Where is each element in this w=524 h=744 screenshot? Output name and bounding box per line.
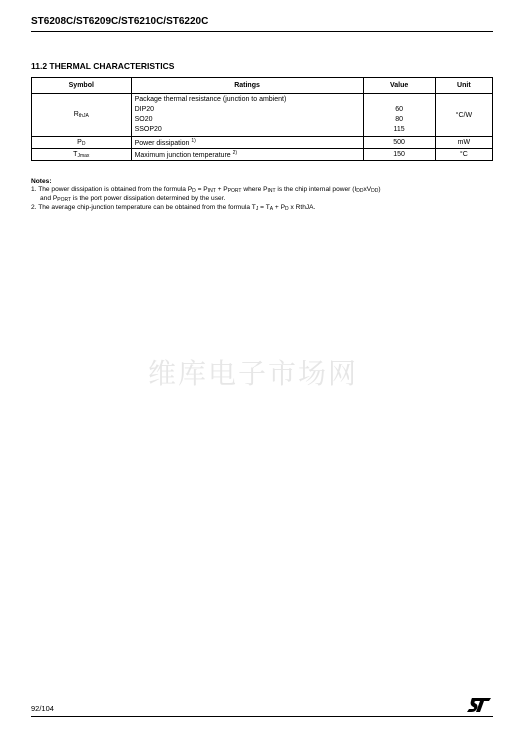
symbol-main: P [77,138,82,146]
note-subscript: A [269,206,274,212]
note-text: x RthJA. [288,204,316,211]
symbol-subscript: D [81,140,86,147]
note-1 [31,186,501,195]
unit-cell: °C [435,149,492,161]
thermal-table [31,77,493,161]
symbol-subscript: Jmax [77,152,90,159]
symbol-main: R [73,111,79,118]
note-subscript: D [285,206,289,212]
rating-line: Package thermal resistance (junction to ambient) [134,96,287,103]
document-title: ST6208C/ST6209C/ST6210C/ST6220C [31,16,209,27]
value-line: 60 [395,106,403,113]
watermark: 维库电子市场网 [148,357,359,390]
table-row [32,137,493,149]
note-subscript: DD [356,188,364,194]
symbol-cell [32,137,132,149]
rating-line: SSOP20 [134,126,162,133]
note-text: is the chip internal power (I [275,186,357,193]
footnote-ref: 2) [232,150,238,156]
note-text: and P [40,195,58,202]
unit-cell: mW [435,137,492,149]
note-text: 1. The power dissipation is obtained from the formula P [31,186,193,193]
ratings-cell [131,137,363,149]
table-row [32,149,493,161]
footnote-ref: 1) [191,138,196,144]
note-subscript: PORT [57,197,72,203]
note-text: xV [363,186,372,193]
header-symbol: Symbol [32,78,132,94]
note-subscript: PORT [227,188,242,194]
note-1-continued [31,195,501,204]
header-divider [31,31,493,32]
note-2 [31,204,501,213]
header-value: Value [363,78,435,94]
symbol-cell [32,94,132,137]
rating-line: SO20 [134,116,153,123]
note-text: ) [378,186,381,193]
note-subscript: INT [207,188,216,194]
st-logo-icon [466,697,492,713]
section-heading: 11.2 THERMAL CHARACTERISTICS [31,61,175,71]
unit-cell: °C/W [435,94,492,137]
value-line: 115 [393,126,405,133]
note-subscript: DD [371,188,379,194]
header-ratings: Ratings [131,78,363,94]
note-text: + P [215,186,228,193]
rating-line: DIP20 [134,106,155,113]
page-number: 92/104 [31,704,54,713]
value-cell: 150 [363,149,435,161]
note-subscript: INT [267,188,276,194]
value-cell: 500 [363,137,435,149]
value-line [367,95,432,105]
header-unit: Unit [435,78,492,94]
note-text: + P [273,204,286,211]
note-text: where P [241,186,268,193]
table-header-row [32,78,493,94]
ratings-cell [131,149,363,161]
note-text: 2. The average chip-junction temperature can be obtained from the formula T [31,204,256,211]
notes-title: Notes: [31,178,52,185]
table-row [32,94,493,137]
notes-block [31,178,501,213]
note-subscript: D [192,188,196,194]
symbol-subscript: thJA [78,113,89,119]
footer-divider [31,716,493,717]
value-line: 80 [395,116,403,123]
symbol-main: T [73,150,78,158]
note-subscript: J [255,206,259,212]
note-text: = P [195,186,208,193]
note-text: is the port power dissipation determined by the user. [71,195,226,202]
rating-text: Maximum junction temperature [134,152,231,159]
ratings-cell [131,94,363,137]
note-text: = T [258,204,270,211]
rating-text: Power dissipation [134,140,190,147]
value-cell [363,94,435,137]
symbol-cell [32,149,132,161]
